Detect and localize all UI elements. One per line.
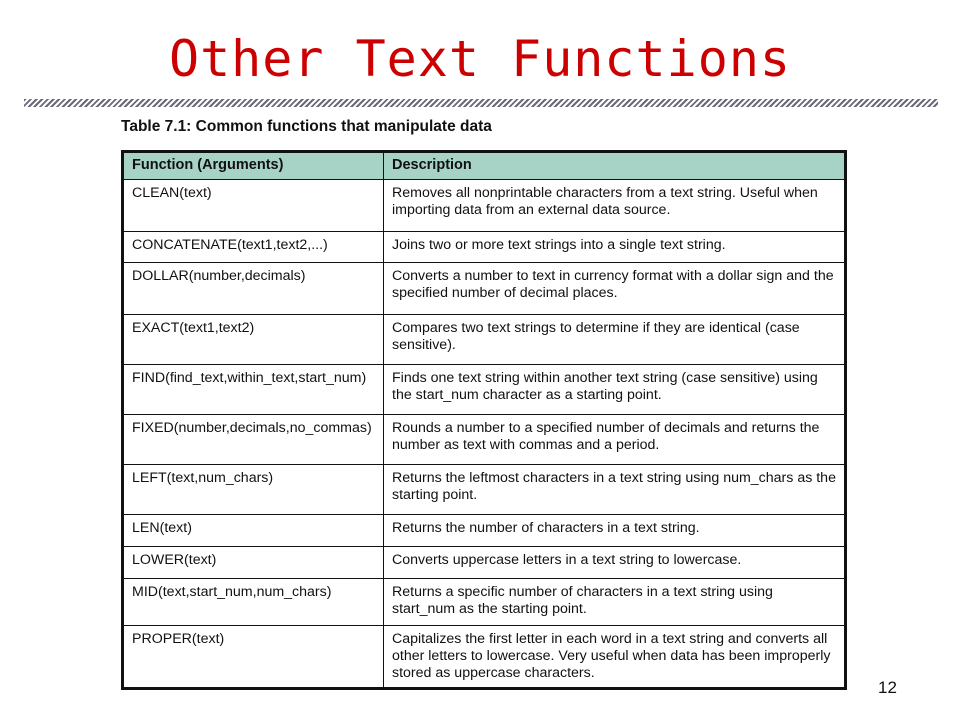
- table-row: [124, 547, 845, 579]
- table-row: [124, 365, 845, 415]
- table-row: [124, 232, 845, 263]
- description-cell: Finds one text string within another text string (case sensitive) using the start_num character as a starting point.: [384, 365, 845, 415]
- table-row: [124, 415, 845, 465]
- title-divider: [24, 99, 938, 107]
- table-row: [124, 626, 845, 688]
- function-cell: EXACT(text1,text2): [124, 315, 384, 365]
- table-row: [124, 263, 845, 315]
- function-cell: CLEAN(text): [124, 180, 384, 232]
- description-cell: Converts a number to text in currency format with a dollar sign and the specified number of decimal places.: [384, 263, 845, 315]
- slide-title: Other Text Functions: [168, 30, 792, 88]
- function-cell: MID(text,start_num,num_chars): [124, 579, 384, 626]
- function-cell: LEFT(text,num_chars): [124, 465, 384, 515]
- description-cell: Returns the leftmost characters in a text string using num_chars as the starting point.: [384, 465, 845, 515]
- description-cell: Capitalizes the first letter in each word in a text string and converts all other letters to lowercase. Very useful when data has been improperly stored as uppercase characters.: [384, 626, 845, 688]
- function-cell: FIXED(number,decimals,no_commas): [124, 415, 384, 465]
- function-cell: DOLLAR(number,decimals): [124, 263, 384, 315]
- description-cell: Converts uppercase letters in a text string to lowercase.: [384, 547, 845, 579]
- description-cell: Removes all nonprintable characters from a text string. Useful when importing data from an external data source.: [384, 180, 845, 232]
- page-number: 12: [878, 678, 897, 697]
- function-cell: FIND(find_text,within_text,start_num): [124, 365, 384, 415]
- table-row: [124, 579, 845, 626]
- table-row: [124, 515, 845, 547]
- function-cell: CONCATENATE(text1,text2,...): [124, 232, 384, 263]
- table-row: [124, 180, 845, 232]
- table-header-row: [124, 153, 845, 180]
- description-cell: Compares two text strings to determine if they are identical (case sensitive).: [384, 315, 845, 365]
- function-cell: PROPER(text): [124, 626, 384, 688]
- table-row: [124, 465, 845, 515]
- description-cell: Joins two or more text strings into a single text string.: [384, 232, 845, 263]
- description-cell: Returns a specific number of characters in a text string using start_num as the starting point.: [384, 579, 845, 626]
- table-caption: Table 7.1: Common functions that manipulate data: [121, 118, 492, 135]
- description-cell: Rounds a number to a specified number of decimals and returns the number as text with commas and a period.: [384, 415, 845, 465]
- functions-table: [123, 152, 845, 688]
- description-cell: Returns the number of characters in a text string.: [384, 515, 845, 547]
- column-header-description: Description: [384, 153, 845, 180]
- functions-table-frame: [121, 150, 847, 690]
- function-cell: LOWER(text): [124, 547, 384, 579]
- column-header-function: Function (Arguments): [124, 153, 384, 180]
- table-row: [124, 315, 845, 365]
- function-cell: LEN(text): [124, 515, 384, 547]
